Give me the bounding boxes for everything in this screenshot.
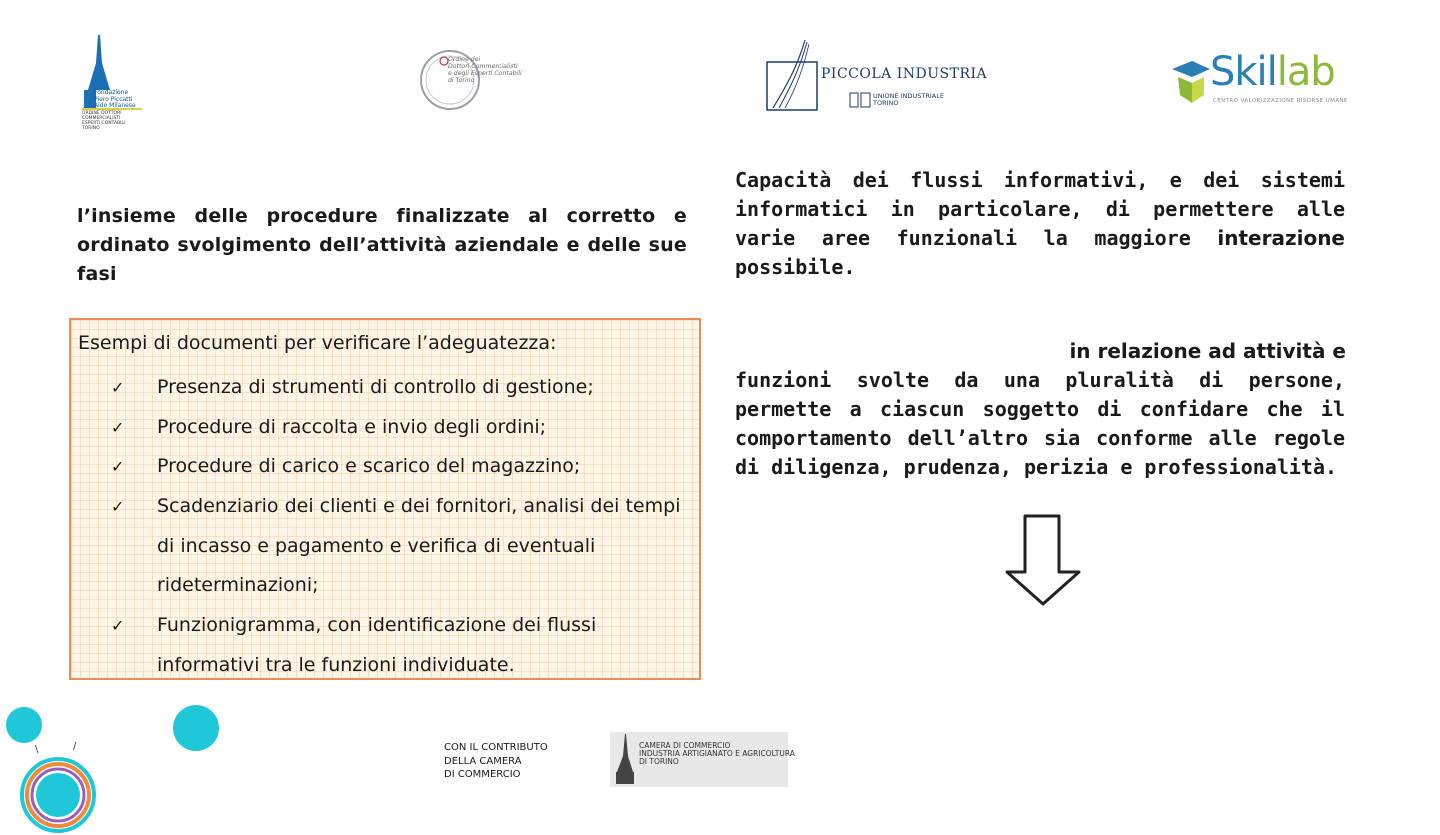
logo-skillab: [1170, 49, 1360, 110]
paragraph-end: possibile.: [735, 255, 856, 279]
camera-commercio-logo: [610, 732, 795, 787]
camera-commercio-text: CAMERA DI COMMERCIO INDUSTRIA ARTIGIANATO E AGRICOLTURA DI TORINO: [639, 741, 795, 766]
down-arrow-icon: [1003, 512, 1083, 607]
decorative-circle: [6, 707, 42, 743]
checkmark-icon: ✓: [111, 616, 125, 635]
logo-torino-text: Fondazione Piero Piccatti Aldo Milanese: [94, 89, 136, 109]
list-item-text: Scadenziario dei clienti e dei fornitori, analisi dei tempi di incasso e pagamento e verifica di eventuali rideterminazioni;: [157, 495, 681, 596]
piccola-industria-logo: [765, 38, 821, 116]
list-item-text: Procedure di carico e scarico del magazzino;: [157, 455, 581, 477]
examples-box: [69, 318, 701, 680]
list-item-text: Presenza di strumenti di controllo di gestione;: [157, 376, 594, 398]
skillab-subtitle: CENTRO VALORIZZAZIONE RISORSE UMANE: [1213, 98, 1348, 104]
trust-paragraph-lead: in relazione ad attività e: [1069, 339, 1346, 363]
logo-ordine-text: Ordine dei Dottori Commercialisti e degli Esperti Contabili di Torino: [448, 56, 522, 84]
checkmark-icon: ✓: [111, 497, 125, 516]
emphasis-text: interazione: [1217, 226, 1345, 250]
skillab-logo: [1170, 55, 1214, 105]
definition-heading: l’insieme delle procedure finalizzate al corretto e ordinato svolgimento dell’attività aziendale e delle sue fasi: [77, 205, 687, 285]
decorative-ring: [18, 755, 98, 835]
trust-paragraph: funzioni svolte da una pluralità di persone, permette a ciascun soggetto di confidare che il comportamento dell’altro sia conforme alle regole di diligenza, prudenza, perizia e professionalità.: [735, 368, 1345, 479]
logo-ordine: [420, 45, 530, 115]
checkmark-icon: ✓: [111, 378, 125, 397]
list-item-text: Procedure di raccolta e invio degli ordini;: [157, 416, 547, 438]
mole-small-icon: [614, 734, 636, 785]
examples-title: Esempi di documenti per verificare l’adeguatezza:: [78, 332, 557, 354]
skillab-word-a: Skil: [1210, 49, 1277, 95]
list-item-text: Funzionigramma, con identificazione dei flussi informativi tra le funzioni individuate.: [157, 614, 597, 676]
checkmark-icon: ✓: [111, 457, 125, 476]
logo-fondazione-torino: [80, 35, 160, 130]
piccola-subtitle: UNIONE INDUSTRIALE TORINO: [873, 92, 944, 107]
logo-piccola-industria: [765, 38, 1005, 116]
decorative-tick: /: [73, 741, 77, 752]
skillab-word-b: lab: [1276, 49, 1335, 95]
contribution-note: CON IL CONTRIBUTO DELLA CAMERA DI COMMERCIO: [444, 742, 548, 780]
decorative-circle: [173, 705, 219, 751]
decorative-tick: \: [35, 744, 39, 755]
information-flow-paragraph: [735, 166, 1345, 282]
paragraph-text: Capacità dei flussi informativi, e dei sistemi informatici in particolare, di permettere alle varie aree funzionali la maggiore: [735, 168, 1345, 250]
logo-torino-small-text: ORDINE DOTTORI COMMERCIALISTI ESPERTI CONTABILI TORINO: [82, 111, 126, 131]
piccola-title: PICCOLA INDUSTRIA: [821, 66, 988, 82]
skillab-wordmark: [1210, 49, 1335, 95]
checkmark-icon: ✓: [111, 418, 125, 437]
unione-emblem-icon: [849, 92, 871, 108]
